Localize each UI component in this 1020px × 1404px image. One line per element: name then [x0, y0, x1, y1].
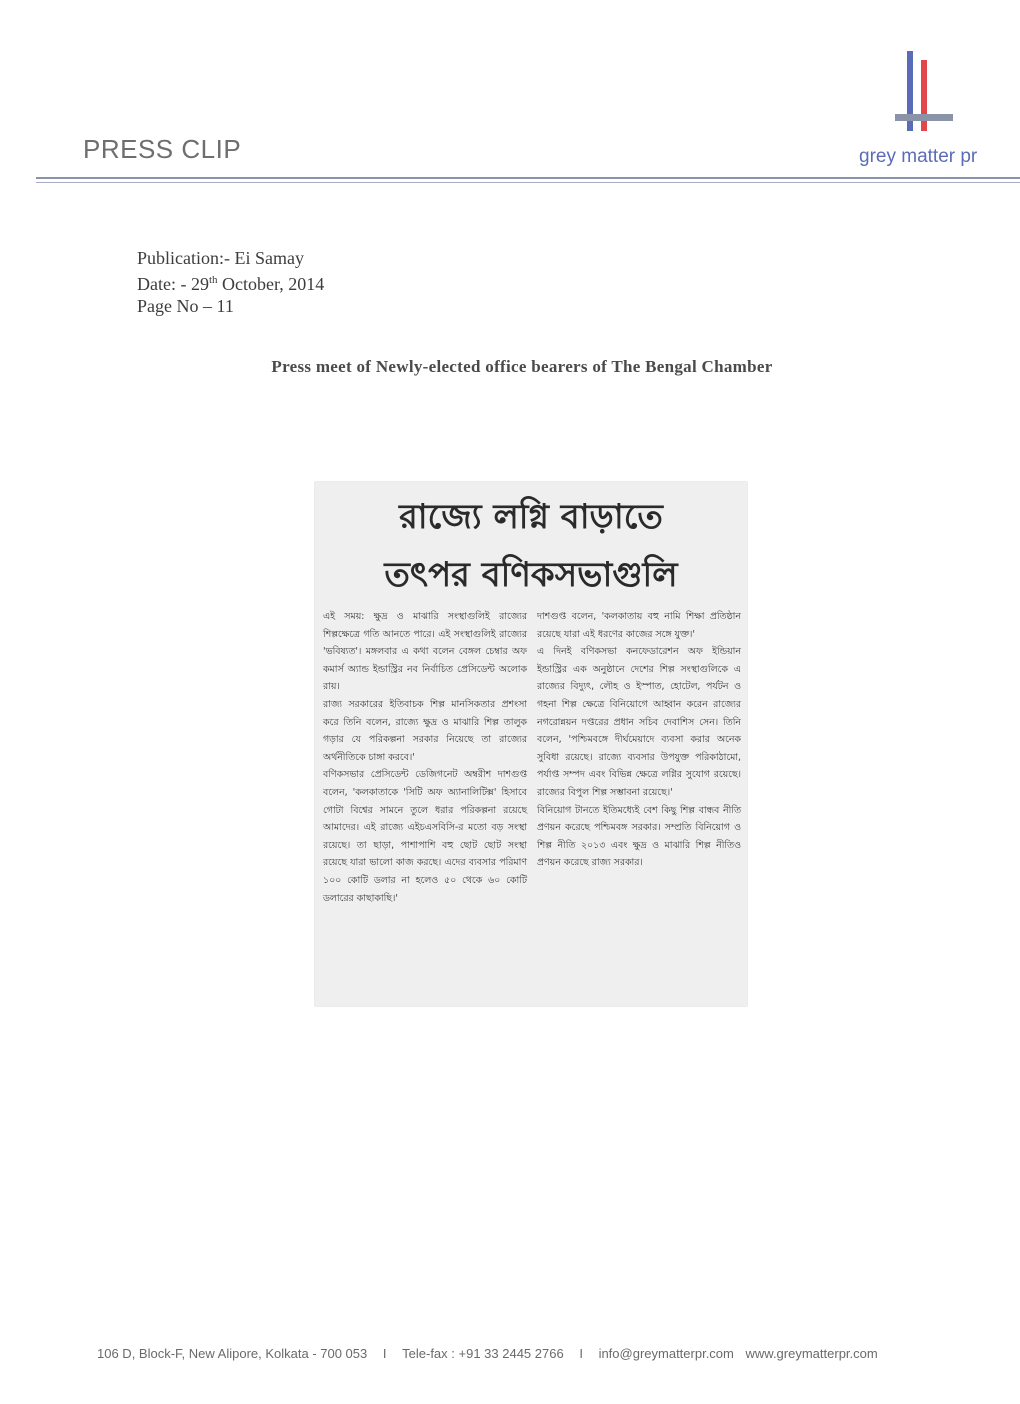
- date-suffix-ordinal: th: [208, 274, 218, 286]
- clipping-body: [323, 608, 741, 988]
- press-clip-title: PRESS CLIP: [83, 134, 242, 164]
- page-line: Page No – 11: [137, 296, 234, 316]
- date-line: [137, 269, 324, 295]
- clip-caption: Press meet of Newly-elected office bearers of The Bengal Chamber: [271, 357, 773, 376]
- header-divider-thin: [36, 182, 1020, 183]
- footer-separator: I: [382, 1346, 387, 1361]
- headline-line-2: তৎপর বণিকসভাগুলি: [384, 555, 678, 595]
- newspaper-clipping: [315, 482, 747, 1006]
- clipping-paragraph: বিনিয়োগ টানতে ইতিমধ্যেই বেশ কিছু শিল্প বান্ধব নীতি প্রণয়ন করেছে পশ্চিমবঙ্গ সরকার। সম্প্রতি বিনিয়োগ ও শিল্প নীতি ২০১৩ এবং ক্ষুদ্র ও মাঝারি শিল্প নীতিও প্রণয়ন করেছে রাজ্য সরকার।: [537, 804, 741, 869]
- logo-mark-icon: [895, 46, 955, 141]
- logo-text: grey matter pr: [859, 146, 978, 167]
- clipping-paragraph: এই সময়: ক্ষুদ্র ও মাঝারি সংস্থাগুলিই রাজ্যের শিল্পক্ষেত্রে গতি আনতে পারে। এই সংস্থাগুলিই রাজ্যের 'ভবিষ্যত'। মঙ্গলবার এ কথা বলেন বেঙ্গল চেম্বার অফ কমার্স অ্যান্ড ইন্ডাস্ট্রির নব নির্বাচিত প্রেসিডেন্ট অলোক রায়।: [323, 611, 527, 693]
- clipping-paragraph: রাজ্য সরকারের ইতিবাচক শিল্প মানসিকতার প্রশংসা করে তিনি বলেন, রাজ্যে ক্ষুদ্র ও মাঝারি শিল্প তালুক গড়ার যে পরিকল্পনা সরকার নিয়েছে তা রাজ্যের অর্থনীতিকে চাঙ্গা করবে।': [323, 698, 527, 763]
- header-divider: [36, 177, 1020, 179]
- headline-line-1: রাজ্যে লগ্নি বাড়াতে: [399, 497, 663, 537]
- grey-matter-logo: [855, 46, 995, 176]
- footer-contact: [97, 1346, 997, 1361]
- clipping-paragraph: এ দিনই বণিকসভা কনফেডারেশন অফ ইন্ডিয়ান ইন্ডাস্ট্রির এক অনুষ্ঠানে দেশের শিল্প সংস্থাগুলিকে এ রাজ্যের বিদ্যুৎ, লৌহ ও ইস্পাত, হোটেল, পর্যটন ও গহনা শিল্প ক্ষেত্রে বিনিয়োগে আহ্বান করেন রাজ্যের নগরোন্নয়ন দপ্তরের প্রধান সচিব দেবাশিস সেন। তিনি বলেন, 'পশ্চিমবঙ্গে দীর্ঘমেয়াদে ব্যবসা করার অনেক সুবিধা রয়েছে। রাজ্যে ব্যবসার উপযুক্ত পরিকাঠামো, পর্যাপ্ত সম্পদ এবং বিভিন্ন ক্ষেত্রে লগ্নির সুযোগ রয়েছে। রাজ্যের বিপুল শিল্প সম্ভাবনা রয়েছে।': [537, 646, 741, 798]
- publication-line: Publication:- Ei Samay: [137, 248, 304, 268]
- clipping-headline: [315, 488, 747, 604]
- footer-phone: Tele-fax : +91 33 2445 2766: [402, 1346, 564, 1361]
- date-suffix: October, 2014: [217, 274, 325, 294]
- footer-website[interactable]: www.greymatterpr.com: [745, 1346, 878, 1361]
- footer-separator: I: [579, 1346, 583, 1361]
- footer-address: 106 D, Block-F, New Alipore, Kolkata - 700 053: [97, 1346, 368, 1361]
- clipping-paragraph: দাশগুপ্ত বলেন, 'কলকাতায় বহু নামি শিক্ষা প্রতিষ্ঠান রয়েছে যারা এই ধরণের কাজের সঙ্গে যুক্ত।': [537, 611, 741, 640]
- clipping-paragraph: বণিকসভার প্রেসিডেন্ট ডেজিগনেট অম্বরীশ দাশগুপ্ত বলেন, 'কলকাতাকে 'সিটি অফ অ্যানালিটিক্স' হিসাবে গোটা বিশ্বের সামনে তুলে ধরার পরিকল্পনা রয়েছে আমাদের। এই রাজ্যে এইচএসবিসি-র মতো বড় সংস্থা রয়েছে। তা ছাড়া, পাশাপাশি বহু ছোট ছোট সংস্থা রয়েছে যারা ভালো কাজ করছে। এদের ব্যবসার পরিমাণ ১০০ কোটি ডলার না হলেও ৫০ থেকে ৬০ কোটি ডলারের কাছাকাছি।': [323, 769, 527, 904]
- date-prefix: Date: - 29: [137, 274, 209, 294]
- footer-email[interactable]: info@greymatterpr.com: [598, 1346, 734, 1361]
- publication-meta: [137, 247, 324, 317]
